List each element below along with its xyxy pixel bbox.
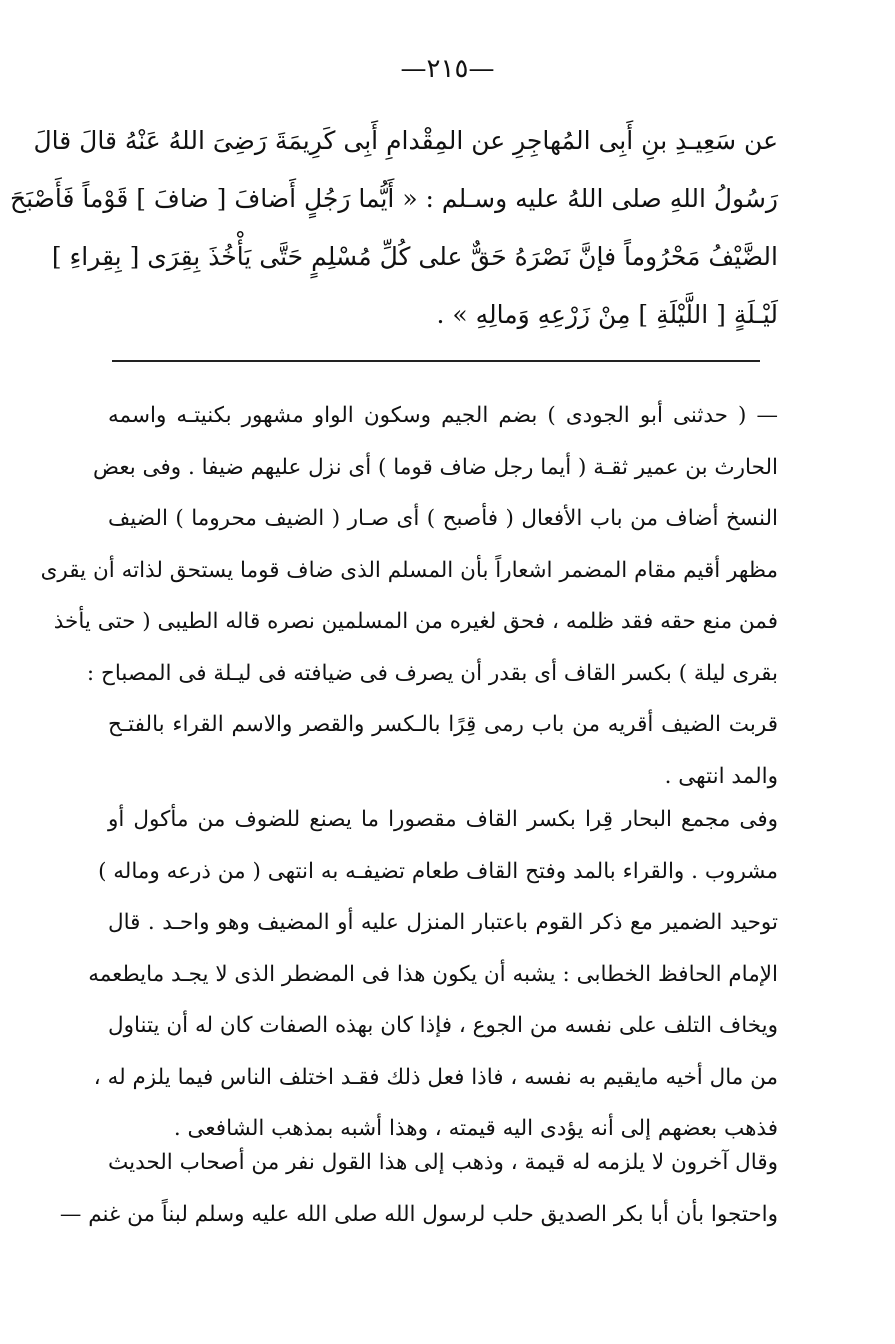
hadith-line: الضَّيْفُ مَحْرُوماً فإنَّ نَصْرَهُ حَقٌّ على كُلِّ مُسْلِمٍ حَتَّى يَأْخُذَ بِقِرَى [ بِقِراءِ ] (51, 242, 778, 271)
commentary-line: — ( حدثنى أبو الجودى ) بضم الجيم وسكون الواو مشهور بكنيتـه واسمه (108, 403, 778, 428)
hadith-text (9, 112, 778, 344)
commentary-line: من مال أخيه مايقيم به نفسه ، فاذا فعل ذلك فقـد اختلف الناس فيما يلزم له ، (93, 1064, 778, 1090)
commentary-line: مشروب . والقراء بالمد وفتح القاف طعام تضيفـه به انتهى ( من ذرعه وماله ) (98, 858, 778, 884)
commentary-line: وفى مجمع البحار قِرا بكسر القاف مقصورا ما يصنع للضوف من مأكول أو (108, 807, 778, 832)
commentary-line: وقال آخرون لا يلزمه له قيمة ، وذهب إلى هذا القول نفر من أصحاب الحديث (108, 1150, 778, 1175)
commentary-line: مظهر أقيم مقام المضمر اشعاراً بأن المسلم الذى ضاف قوما يستحق لذاته أن يقرى (40, 557, 778, 583)
commentary-line: والمد انتهى . (664, 763, 778, 789)
commentary-line: قربت الضيف أقريه من باب رمى قِرًا بالـكسر والقصر والاسم القراء بالفتـح (108, 712, 778, 737)
commentary-line: النسخ أضاف من باب الأفعال ( فأصبح ) أى صـار ( الضيف محروما ) الضيف (108, 506, 778, 531)
hadith-line: عن سَعِيـدِ بنِ أَبِى المُهاجِرِ عن المِقْدامِ أَبِى كَرِيمَةَ رَضِىَ اللهُ عَنْهُ قالَ قالَ (33, 126, 778, 155)
commentary-paragraph (40, 390, 778, 802)
commentary-line: بقرى ليلة ) بكسر القاف أى بقدر أن يصرف فى ضيافته فى ليـلة فى المصباح : (86, 660, 778, 686)
commentary-paragraph (88, 794, 778, 1155)
commentary-line: الحارث بن عمير ثقـة ( أيما رجل ضاف قوما ) أى نزل عليهم ضيفا . وفى بعض (93, 454, 778, 480)
commentary-line: فذهب بعضهم إلى أنه يؤدى اليه قيمته ، وهذا أشبه بمذهب الشافعى . (173, 1116, 778, 1141)
hadith-line: رَسُولُ اللهِ صلى اللهُ عليه وسـلم : « أَيُّما رَجُلٍ أَضافَ [ ضافَ ] قَوْماً فَأَصْبَحَ (9, 184, 778, 213)
commentary-line: الإمام الحافظ الخطابى : يشبه أن يكون هذا فى المضطر الذى لا يجـد مايطعمه (88, 961, 778, 987)
hadith-line: لَيْـلَةٍ [ اللَّيْلَةِ ] مِنْ زَرْعِهِ وَمالِهِ » . (436, 300, 778, 329)
commentary-line: فمن منع حقه فقد ظلمه ، فحق لغيره من المسلمين نصره قاله الطيبى ( حتى يأخذ (53, 609, 778, 634)
commentary-line: توحيد الضمير مع ذكر القوم باعتبار المنزل عليه أو المضيف وهو واحـد . قال (108, 910, 778, 935)
commentary-line: واحتجوا بأن أبا بكر الصديق حلب لرسول الله صلى الله عليه وسلم لبناً من غنم — (59, 1201, 778, 1227)
commentary-line: ويخاف التلف على نفسه من الجوع ، فإذا كان بهذه الصفات كان له أن يتناول (108, 1013, 778, 1038)
commentary-paragraph (59, 1137, 778, 1240)
separator-rule (112, 360, 760, 362)
page-number: —٢١٥— (400, 54, 495, 84)
